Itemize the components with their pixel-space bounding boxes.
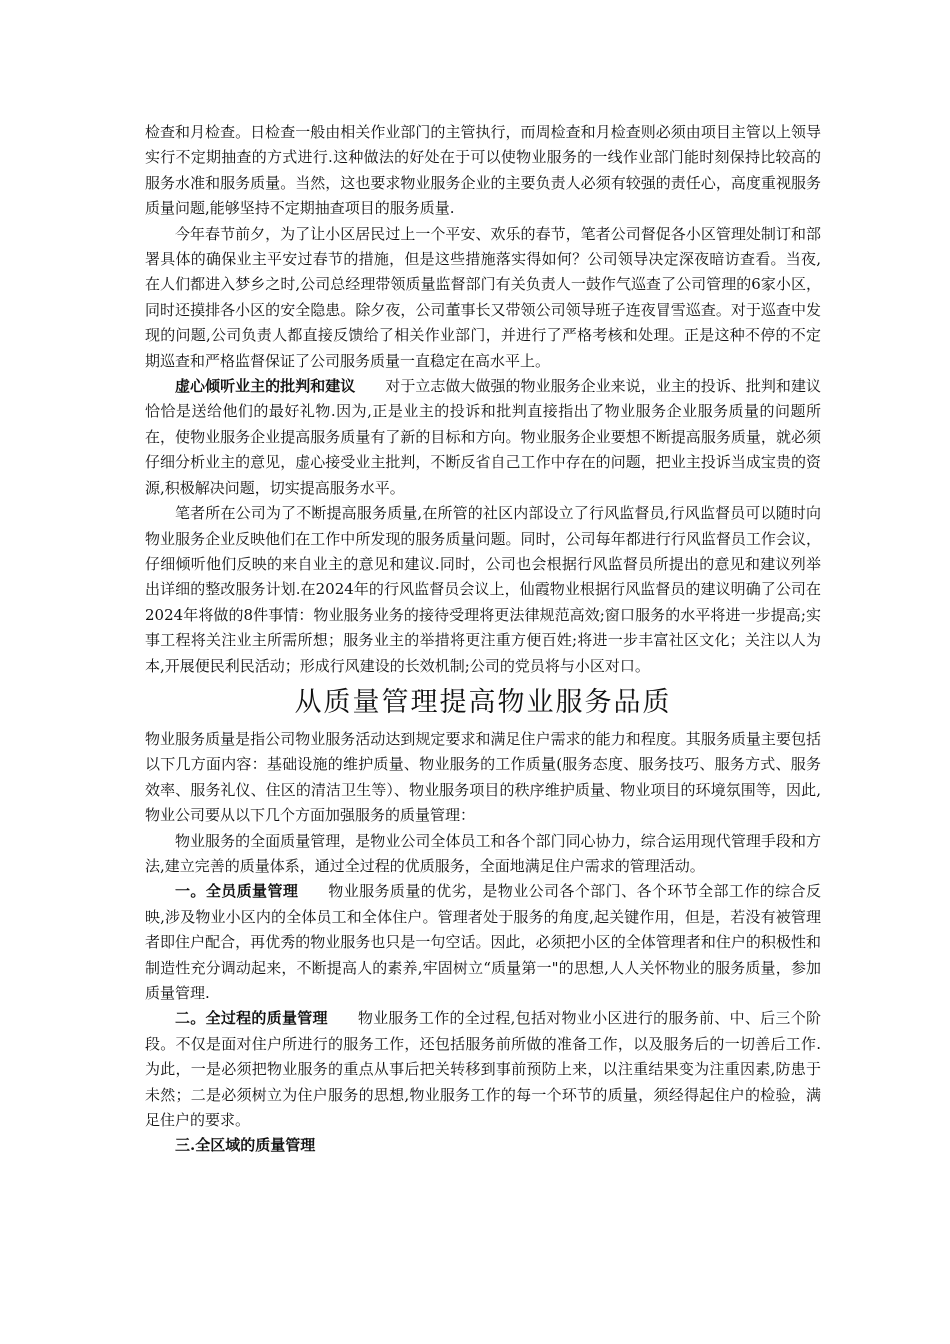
paragraph-all-staff-quality-body: 物业服务质量的优劣，是物业公司各个部门、各个环节全部工作的综合反映,涉及物业小区内的全体员工和全体住户。管理者处于服务的角度,起关键作用，但是，若没有被管理者即住户配合，再优秀的物业服务也只是一句空话。因此，必须把小区的全体管理者和住户的积极性和制造性充分调动起来，不断提高人的素养,牢固树立“质量第一"的思想,人人关怀物业的服务质量，参加质量管理.	[145, 882, 821, 1002]
section-heading-whole-process-quality: 二。全过程的质量管理	[175, 1009, 328, 1028]
paragraph-quality-definition: 物业服务质量是指公司物业服务活动达到规定要求和满足住户需求的能力和程度。其服务质量主要包括以下几方面内容：基础设施的维护质量、物业服务的工作质量(服务态度、服务技巧、服务方式、服务效率、服务礼仪、住区的清洁卫生等）、物业服务项目的秩序维护质量、物业项目的环境氛围等，因此,物业公司要从以下几个方面加强服务的质量管理：	[145, 729, 821, 825]
paragraph-spring-festival-inspection: 今年春节前夕，为了让小区居民过上一个平安、欢乐的春节，笔者公司督促各小区管理处制订和部署具体的确保业主平安过春节的措施，但是这些措施落实得如何？公司领导决定深夜暗访查看。当夜,在人们都进入梦乡之时,公司总经理带领质量监督部门有关负责人一鼓作气巡查了公司管理的6家小区，同时还摸排各小区的安全隐患。除夕夜，公司董事长又带领公司领导班子连夜冒雪巡查。对于巡查中发现的问题,公司负责人都直接反馈给了相关作业部门，并进行了严格考核和处理。正是这种不停的不定期巡查和严格监督保证了公司服务质量一直稳定在高水平上。	[145, 224, 821, 370]
paragraph-supervisors: 笔者所在公司为了不断提高服务质量,在所管的社区内部设立了行风监督员,行风监督员可以随时向物业服务企业反映他们在工作中所发现的服务质量问题。同时，公司每年都进行行风监督员工作会议，仔细倾听他们反映的来自业主的意见和建议.同时，公司也会根据行风监督员所提出的意见和建议列举出详细的整改服务计划.在2024年的行风监督员会议上，仙霞物业根据行风监督员的建议明确了公司在2024年将做的8件事情：物业服务业务的接待受理将更法律规范高效;窗口服务的水平将进一步提高;实事工程将关注业主所需所想；服务业主的举措将更注重方便百姓;将进一步丰富社区文化；关注以人为本,开展便民利民活动；形成行风建设的长效机制;公司的党员将与小区对口。	[145, 504, 821, 675]
document-page	[145, 120, 821, 1159]
article-title: 从质量管理提高物业服务品质	[294, 686, 672, 718]
section-heading-listen-to-owners: 虚心倾听业主的批判和建议	[175, 377, 356, 396]
section-heading-all-staff-quality: 一。全员质量管理	[175, 882, 299, 901]
paragraph-whole-process-quality-body: 物业服务工作的全过程,包括对物业小区进行的服务前、中、后三个阶段。不仅是面对住户所进行的服务工作，还包括服务前所做的准备工作，以及服务后的一切善后工作.为此，一是必须把物业服务的重点从事后把关转移到事前预防上来，以注重结果变为注重因素,防患于未然；二是必须树立为住户服务的思想,物业服务工作的每一个环节的质量，须经得起住户的检验，满足住户的要求。	[145, 1009, 821, 1130]
section-heading-whole-area-quality: 三.全区域的质量管理	[175, 1136, 316, 1155]
paragraph-listen-to-owners-body: 对于立志做大做强的物业服务企业来说，业主的投诉、批判和建议恰恰是送给他们的最好礼物.因为,正是业主的投诉和批判直接指出了物业服务企业服务质量的问题所在，使物业服务企业提高服务质量有了新的目标和方向。物业服务企业要想不断提高服务质量，就必须仔细分析业主的意见，虚心接受业主批判，不断反省自己工作中存在的问题，把业主投诉当成宝贵的资源,积极解决问题，切实提高服务水平。	[145, 377, 821, 497]
paragraph-total-quality-management: 物业服务的全面质量管理，是物业公司全体员工和各个部门同心协力，综合运用现代管理手段和方法,建立完善的质量体系，通过全过程的优质服务，全面地满足住户需求的管理活动。	[145, 831, 821, 875]
paragraph-monthly-inspection: 检查和月检查。日检查一般由相关作业部门的主管执行，而周检查和月检查则必须由项目主管以上领导实行不定期抽查的方式进行.这种做法的好处在于可以使物业服务的一线作业部门能时刻保持比较高的服务水准和服务质量。当然，这也要求物业服务企业的主要负责人必须有较强的责任心，高度重视服务质量问题,能够坚持不定期抽查项目的服务质量.	[145, 123, 821, 218]
paragraph-whole-process-quality	[145, 1006, 821, 1133]
paragraph-listen-to-owners	[145, 374, 821, 501]
paragraph-all-staff-quality	[145, 879, 821, 1006]
